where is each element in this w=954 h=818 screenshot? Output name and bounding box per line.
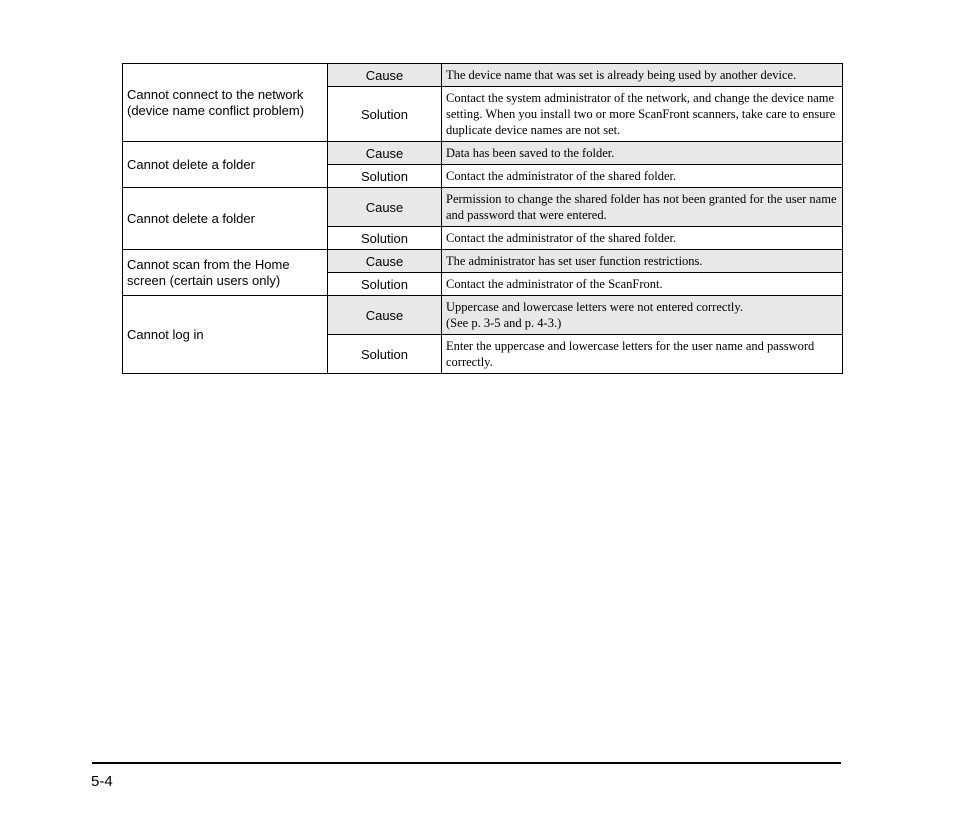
troubleshooting-table bbox=[122, 63, 843, 374]
problem-cell: Cannot delete a folder bbox=[123, 188, 328, 250]
solution-label: Solution bbox=[328, 165, 442, 188]
solution-text: Contact the system administrator of the network, and change the device name setting. When you install two or more ScanFront scanners, take care to ensure duplicate device names are not set. bbox=[442, 87, 843, 142]
cause-label: Cause bbox=[328, 64, 442, 87]
solution-text: Contact the administrator of the shared folder. bbox=[442, 227, 843, 250]
footer-rule bbox=[92, 762, 841, 764]
cause-text: The administrator has set user function restrictions. bbox=[442, 250, 843, 273]
solution-text: Contact the administrator of the shared folder. bbox=[442, 165, 843, 188]
page-number: 5-4 bbox=[91, 773, 113, 790]
table-row bbox=[123, 188, 843, 227]
problem-cell: Cannot scan from the Home screen (certain users only) bbox=[123, 250, 328, 296]
table-row bbox=[123, 296, 843, 335]
problem-cell: Cannot connect to the network (device name conflict problem) bbox=[123, 64, 328, 142]
solution-text: Contact the administrator of the ScanFront. bbox=[442, 273, 843, 296]
cause-label: Cause bbox=[328, 296, 442, 335]
solution-label: Solution bbox=[328, 87, 442, 142]
problem-cell: Cannot delete a folder bbox=[123, 142, 328, 188]
cause-label: Cause bbox=[328, 250, 442, 273]
table-row bbox=[123, 250, 843, 273]
table-row bbox=[123, 64, 843, 87]
cause-text: Data has been saved to the folder. bbox=[442, 142, 843, 165]
solution-label: Solution bbox=[328, 335, 442, 374]
cause-text: The device name that was set is already being used by another device. bbox=[442, 64, 843, 87]
solution-text: Enter the uppercase and lowercase letters for the user name and password correctly. bbox=[442, 335, 843, 374]
cause-text: Uppercase and lowercase letters were not entered correctly. (See p. 3-5 and p. 4-3.) bbox=[442, 296, 843, 335]
table-row bbox=[123, 142, 843, 165]
cause-label: Cause bbox=[328, 142, 442, 165]
solution-label: Solution bbox=[328, 273, 442, 296]
cause-label: Cause bbox=[328, 188, 442, 227]
solution-label: Solution bbox=[328, 227, 442, 250]
problem-cell: Cannot log in bbox=[123, 296, 328, 374]
cause-text: Permission to change the shared folder has not been granted for the user name and password that were entered. bbox=[442, 188, 843, 227]
